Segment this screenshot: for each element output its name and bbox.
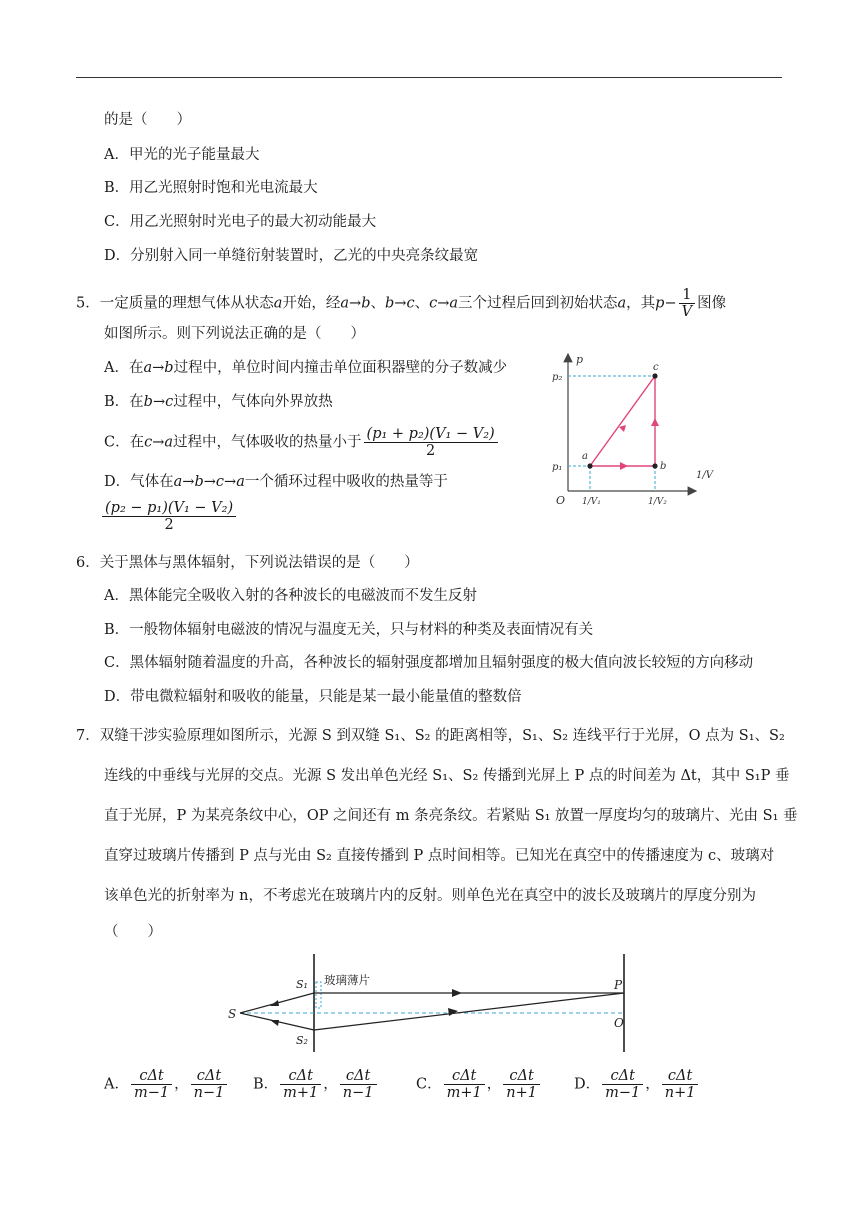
label-s: S <box>228 1007 237 1021</box>
arrow-ab <box>620 462 628 470</box>
q7-option-d: D． $\frac{\text{cΔt}}{m-1}$ ， $\frac{\text{cΔt}}{n+1}$ <box>574 1068 700 1101</box>
arrow-s-s1 <box>270 1000 279 1006</box>
point-b-label: b <box>660 461 667 472</box>
q5-pv-graph <box>548 348 718 520</box>
q6-option-b: B．一般物体辐射电磁波的情况与温度无关，只与材料的种类及表面情况有关 <box>104 622 594 638</box>
point-a-label: a <box>582 451 588 462</box>
ray-s2-p <box>314 993 624 1030</box>
q4-stem-end: 的是（ ） <box>104 112 191 128</box>
q7-line3: 直于光屏，P 为某亮条纹中心，OP 之间还有 m 条亮条纹。若紧贴 S₁ 放置一厚度均匀的玻璃片、光由 S₁ 垂 <box>104 808 798 824</box>
arrow-s-s2 <box>270 1020 279 1026</box>
q4-option-c: C．用乙光照射时光电子的最大初动能最大 <box>104 214 377 230</box>
arrow-s2-p <box>448 1008 458 1016</box>
q6-option-a: A．黑体能完全吸收入射的各种波长的电磁波而不发生反射 <box>104 588 477 604</box>
q6-option-c: C．黑体辐射随着温度的升高，各种波长的辐射强度都增加且辐射强度的极大值向波长较短的方向移动 <box>104 655 754 671</box>
label-o: O <box>614 1016 624 1030</box>
x1-label: 1/V₁ <box>582 497 601 507</box>
q5-option-c: C．在c→a过程中，气体吸收的热量小于 $\frac{\text{(p₁ + p₂)(V₁ − V₂)}}{2}$ <box>104 426 500 459</box>
q4-option-a: A．甲光的光子能量最大 <box>104 147 260 163</box>
q7-option-c: C． $\frac{\text{cΔt}}{m+1}$ ， $\frac{\text{cΔt}}{n+1}$ <box>416 1068 542 1101</box>
label-s1: S₁ <box>296 978 308 991</box>
label-p: P <box>614 978 623 992</box>
q6-option-d: D．带电微粒辐射和吸收的能量，只能是某一最小能量值的整数倍 <box>104 689 522 705</box>
q7-line6: （ ） <box>104 924 162 940</box>
point-a <box>587 463 592 468</box>
q7-line2: 连线的中垂线与光屏的交点。光源 S 发出单色光经 S₁、S₂ 传播到光屏上 P 点的时间差为 Δt，其中 S₁P 垂 <box>104 768 790 784</box>
arrow-ca <box>619 425 626 432</box>
label-s2: S₂ <box>296 1034 308 1047</box>
q7-line1: 7．双缝干涉实验原理如图所示，光源 S 到双缝 S₁、S₂ 的距离相等，S₁、S₂ 连线平行于光屏，O 点为 S₁、S₂ <box>76 728 785 744</box>
cycle-path <box>590 376 655 466</box>
q5-option-b: B．在b→c过程中，气体向外界放热 <box>104 394 333 410</box>
point-c-label: c <box>653 362 659 373</box>
q6-stem: 6．关于黑体与黑体辐射，下列说法错误的是（ ） <box>76 555 419 571</box>
q4-option-d: D．分别射入同一单缝衍射装置时，乙光的中央亮条纹最宽 <box>104 248 479 264</box>
q4-option-b: B．用乙光照射时饱和光电流最大 <box>104 180 318 196</box>
x-axis-label: 1/V <box>696 470 713 481</box>
header-rule <box>76 77 782 78</box>
p1-label: p₁ <box>552 462 563 473</box>
q7-option-a: A． $\frac{\text{cΔt}}{m-1}$ ， $\frac{\text{cΔt}}{n-1}$ <box>104 1068 229 1101</box>
x2-label: 1/V₂ <box>648 497 667 507</box>
glass-sheet <box>316 982 321 1008</box>
q7-line5: 该单色光的折射率为 n，不考虑光在玻璃片内的反射。则单色光在真空中的波长及玻璃片的厚度分别为 <box>104 888 756 904</box>
point-c <box>652 373 657 378</box>
double-slit-diagram <box>226 950 640 1056</box>
q5-option-a: A．在a→b过程中，单位时间内撞击单位面积器壁的分子数减少 <box>104 360 508 376</box>
label-glass: 玻璃薄片 <box>324 973 370 987</box>
point-b <box>652 463 657 468</box>
q5-stem-line2: 如图所示。则下列说法正确的是（ ） <box>104 326 365 342</box>
origin-label: O <box>556 494 566 507</box>
q5-option-d-fraction: $\frac{\text{(p₂ − p₁)(V₁ − V₂)}}{2}$ <box>100 500 238 533</box>
arrow-s1-p <box>452 989 462 997</box>
p-axis-label: p <box>576 353 584 366</box>
arrow-bc <box>651 418 659 426</box>
q7-option-b: B． $\frac{\text{cΔt}}{m+1}$ ， $\frac{\text{cΔt}}{n-1}$ <box>253 1068 379 1101</box>
p2-label: p₂ <box>552 372 563 383</box>
q5-option-d: D．气体在a→b→c→a一个循环过程中吸收的热量等于 <box>104 474 448 490</box>
q5-stem-line1: 5．一定质量的理想气体从状态a开始，经a→b、b→c、c→a三个过程后回到初始状态a，其p− $\frac{1}{V}$ 图像 <box>76 287 727 320</box>
q7-line4: 直穿过玻璃片传播到 P 点与光由 S₂ 直接传播到 P 点时间相等。已知光在真空中的传播速度为 c、玻璃对 <box>104 848 775 864</box>
